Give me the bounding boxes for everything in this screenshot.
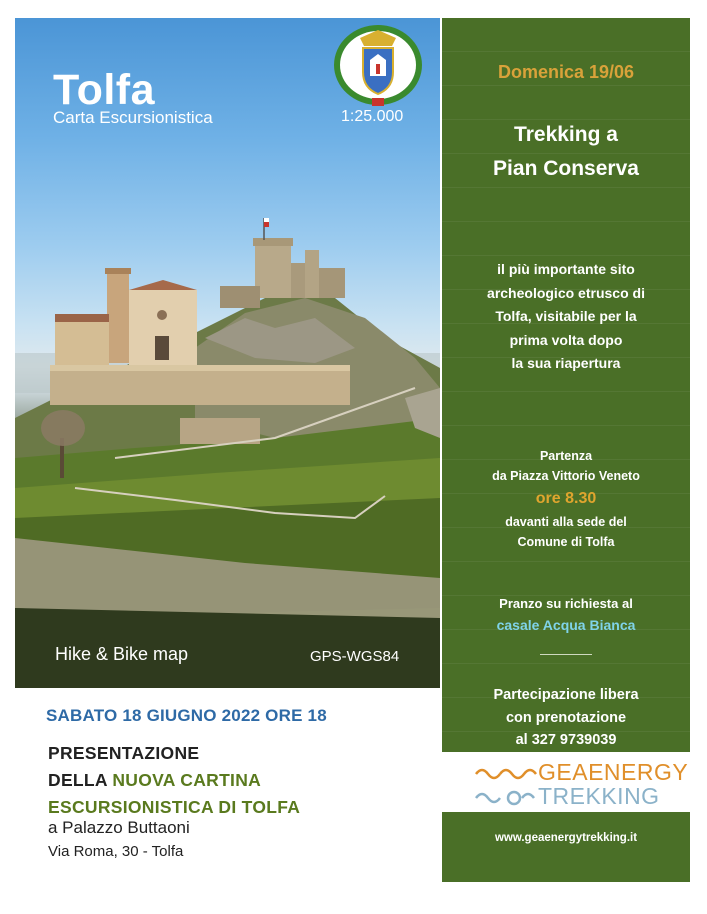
panel-date: Domenica 19/06 <box>497 62 635 82</box>
participation-line: con prenotazione <box>505 709 627 726</box>
presentation-line: PRESENTAZIONE <box>48 743 200 763</box>
panel-title <box>442 118 690 186</box>
website-link[interactable]: www.geaenergytrekking.it <box>494 832 638 844</box>
map-cover-image <box>15 18 440 688</box>
presentation-text: DELLA <box>48 770 113 790</box>
departure-line: davanti alla sede del <box>505 515 627 529</box>
event-presentation <box>48 740 300 821</box>
casale-name: casale Acqua Bianca <box>496 617 636 633</box>
description-line: Tolfa, visitabile per la <box>495 308 637 324</box>
lunch-info <box>442 594 690 636</box>
presentation-line: ESCURSIONISTICA DI TOLFA <box>48 797 301 817</box>
divider <box>540 654 592 655</box>
panel-description <box>442 258 690 376</box>
event-date: SABATO 18 GIUGNO 2022 ORE 18 <box>46 706 327 725</box>
description-line: il più importante sito <box>497 261 635 277</box>
presentation-line <box>48 767 300 794</box>
departure-line: da Piazza Vittorio Veneto <box>492 469 640 483</box>
departure-line: Partenza <box>539 449 593 463</box>
description-line: la sua riapertura <box>511 355 621 371</box>
cover-title: Tolfa <box>53 66 156 114</box>
description-line: archeologico etrusco di <box>487 284 645 301</box>
cover-subtitle: Carta Escursionistica <box>53 108 213 127</box>
presentation-highlight: NUOVA CARTINA <box>112 770 262 790</box>
event-info-panel <box>442 18 690 752</box>
cover-hike-label: Hike & Bike map <box>55 644 189 664</box>
logo-text <box>538 760 688 808</box>
panel-title-line: Trekking a <box>514 123 618 146</box>
website-bar <box>442 812 690 882</box>
logo-line2: TREKKING <box>538 783 660 809</box>
coat-of-arms-icon <box>330 20 426 110</box>
event-venue: a Palazzo Buttaoni <box>48 818 190 837</box>
logo-line1: GEAENERGY <box>538 759 689 785</box>
cover-gps-label: GPS-WGS84 <box>310 648 400 665</box>
lunch-line: Pranzo su richiesta al <box>499 596 633 611</box>
participation-info <box>442 684 690 752</box>
departure-time: ore 8.30 <box>535 490 597 507</box>
event-address: Via Roma, 30 - Tolfa <box>48 843 184 860</box>
cover-scale: 1:25.000 <box>341 108 404 125</box>
departure-info <box>442 446 690 552</box>
participation-line: Partecipazione libera <box>493 687 639 703</box>
description-line: prima volta dopo <box>509 331 623 348</box>
panel-title-line: Pian Conserva <box>493 157 639 180</box>
phone-number[interactable]: al 327 9739039 <box>515 732 617 748</box>
departure-line: Comune di Tolfa <box>517 535 615 549</box>
